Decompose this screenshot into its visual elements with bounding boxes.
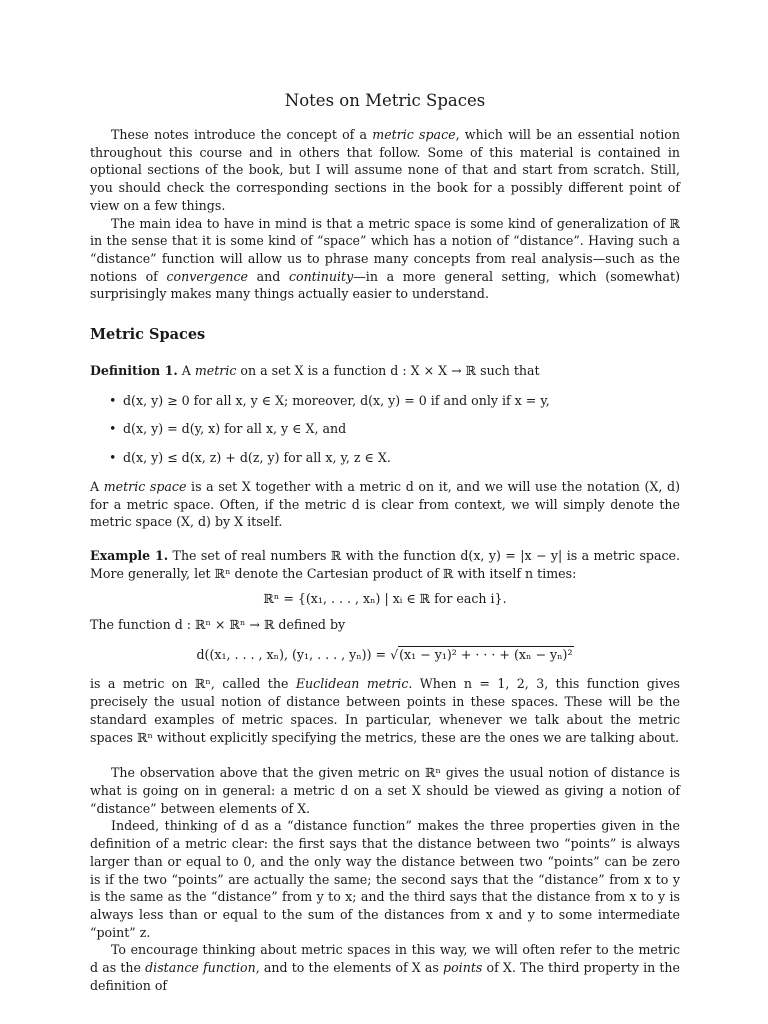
example-1: Example 1. The set of real numbers ℝ with the function d(x, y) = |x − y| is a metric space. More generally, let ℝⁿ denote the Cartesian product of ℝ with itself n times: [90, 547, 681, 581]
observation-paragraph-1: The observation above that the given metric on ℝⁿ gives the usual notion of distance is what is going on in general: a metric d on a set X should be viewed as giving a notion of “distance” between elements of X. [90, 765, 680, 816]
euclidean-paragraph: is a metric on ℝⁿ, called the Euclidean metric. When n = 1, 2, 3, this function gives precisely the usual notion of distance between points in these spaces. These will be the standard examples of metric spaces. In particular, whenever we talk about the metric spaces ℝⁿ without explicitly specifying the metrics, these are the ones we are talking about. [90, 676, 680, 745]
intro-paragraph-2: The main idea to have in mind is that a metric space is some kind of generalization of ℝ in the sense that it is some kind of “space” which has a notion of “distance”. Having such a “distance” function will allow us to phrase many concepts from real analysis—such as the notions of convergence and continuity—in a more general setting, which (somewhat) surprisingly makes many things actually easier to understand. [90, 215, 681, 302]
definition-label: Definition 1. [90, 363, 178, 379]
list-item: • d(x, y) = d(y, x) for all x, y ∈ X, and [123, 420, 680, 438]
metric-space-paragraph: A metric space is a set X together with a metric d on it, and we will use the notation (X, d) for a metric space. Often, if the metric d is clear from context, we will simply denote the metric space (X, d) by X itself. [90, 478, 680, 530]
radicand: (x₁ − y₁)² + · · · + (xₙ − yₙ)² [399, 646, 573, 662]
observation-paragraph-2: Indeed, thinking of d as a “distance function” makes the three properties given in the definition of a metric clear: the first says that the distance between two “points” is always larger than or equal to 0, and the only way the distance between two “points” can be zero is if the two “points” are actually the same; the second says that the “distance” from x to y is the same as the “distance” from y to x; and the third says that the distance from x to y is always less than or equal to the sum of the distances from x and y to some intermediate “point” z. [90, 818, 680, 940]
observation-paragraph-3: To encourage thinking about metric spaces in this way, we will often refer to the metric d as the distance function, and to the elements of X as points of X. The third property in the definition of [90, 942, 680, 993]
intro-paragraph-1: These notes introduce the concept of a metric space, which will be an essential notion throughout this course and in others that follow. Some of this material is contained in optional sections of the book, but I will assume none of that and start from scratch. Still, you should check the corresponding sections in the book for a possibly different point of view on a few things. [90, 127, 680, 213]
display-equation-euclidean: d((x₁, . . . , xₙ), (y₁, . . . , yₙ)) = √(x₁ − y₁)² + · · · + (xₙ − yₙ)² [196, 646, 573, 662]
list-item: • d(x, y) ≤ d(x, z) + d(z, y) for all x, y, z ∈ X. [123, 449, 680, 467]
function-line: The function d : ℝⁿ × ℝⁿ → ℝ defined by [90, 617, 346, 633]
section-heading: Metric Spaces [90, 326, 206, 344]
example-label: Example 1. [90, 547, 169, 563]
list-item: • d(x, y) ≥ 0 for all x, y ∈ X; moreover, d(x, y) = 0 if and only if x = y, [123, 392, 680, 410]
page-title: Notes on Metric Spaces [284, 91, 486, 110]
definition-1: Definition 1. A metric on a set X is a function d : X × X → ℝ such that [90, 363, 540, 379]
definition-list [90, 392, 680, 467]
display-equation-rn: ℝⁿ = {(x₁, . . . , xₙ) | xᵢ ∈ ℝ for each i}. [263, 591, 507, 607]
